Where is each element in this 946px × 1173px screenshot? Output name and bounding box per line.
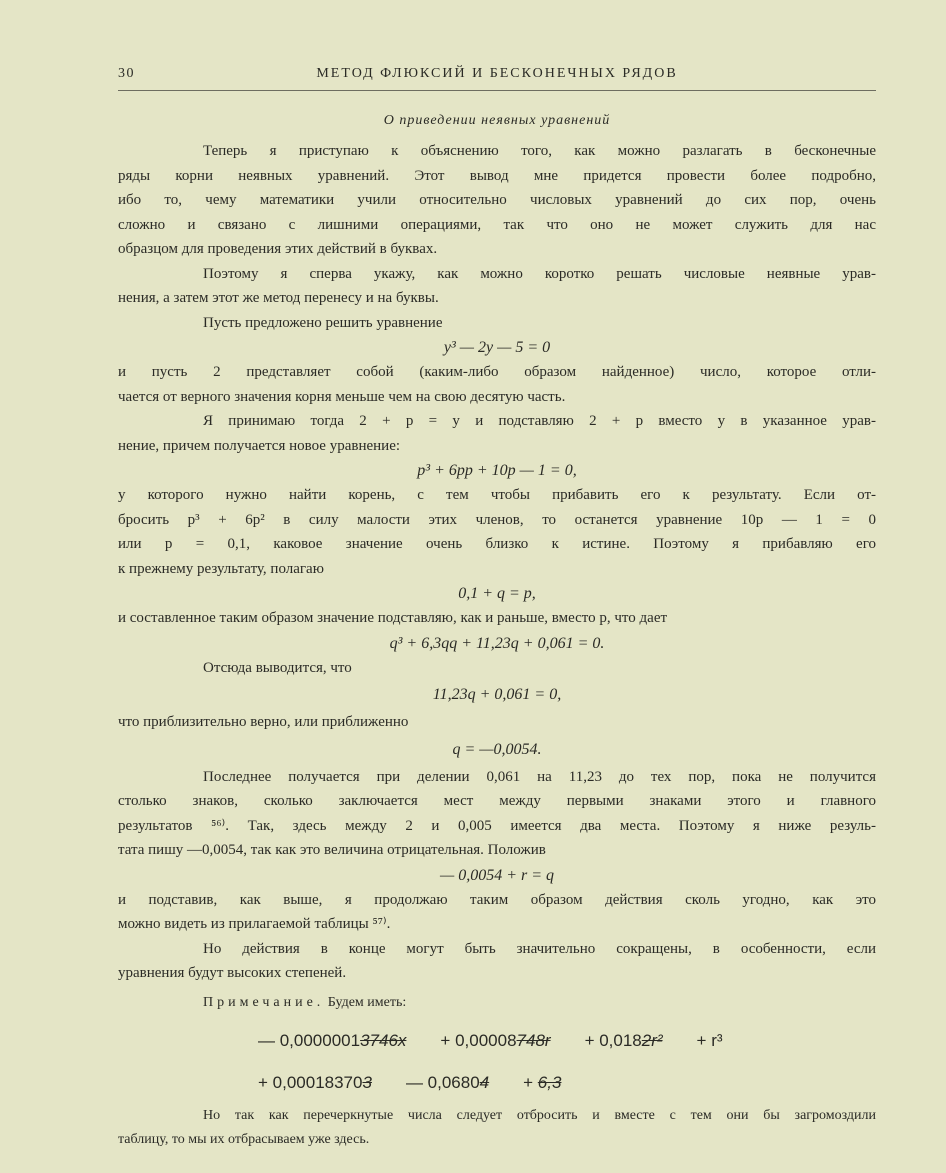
equation: p³ + 6pp + 10p — 1 = 0, <box>417 462 577 479</box>
paragraph-line: образцом для проведения этих действий в буквах. <box>118 241 438 257</box>
paragraph-line: столько знаков, сколько заключается мест между первыми знаками этого и главного <box>118 793 876 809</box>
running-title: МЕТОД ФЛЮКСИЙ И БЕСКОНЕЧНЫХ РЯДОВ <box>316 66 678 81</box>
paragraph-line: что приблизительно верно, или приближенно <box>118 714 409 730</box>
note-heading <box>118 986 876 1020</box>
paragraph-line: и составленное таким образом значение подставляю, как и раньше, вместо p, что дает <box>118 610 668 626</box>
body-text <box>118 139 876 986</box>
paragraph-line: Я принимаю тогда 2 + p = y и подставляю 2 + p вместо y в указанное урав- <box>203 413 876 429</box>
series-term <box>406 1073 489 1092</box>
paragraph-line: ряды корни неявных уравнений. Этот вывод мне придется провести более подробно, <box>118 167 876 184</box>
series-term <box>440 1031 550 1050</box>
term-value: — 0,0000001 <box>258 1030 361 1050</box>
equation: 11,23q + 0,061 = 0, <box>432 686 562 703</box>
term-value: — 0,0680 <box>405 1072 480 1092</box>
paragraph-line: нение, причем получается новое уравнение: <box>118 437 401 454</box>
term-value: + <box>523 1072 538 1092</box>
paragraph-line: и подставив, как выше, я продолжаю таким образом действия сколь угодно, как это <box>118 891 876 908</box>
paragraph-line: бросить p³ + 6p² в силу малости этих членов, то останется уравнение 10p — 1 = 0 <box>118 511 876 528</box>
equation: y³ — 2y — 5 = 0 <box>443 339 551 356</box>
paragraph-line: Пусть предложено решить уравнение <box>203 314 443 331</box>
paragraph-line: у которого нужно найти корень, с тем чтобы прибавить его к результату. Если от- <box>118 487 876 503</box>
paragraph-line: сложно и связано с лишними операциями, так что оно не может служить для нас <box>118 216 876 233</box>
paragraph-line: Теперь я приступаю к объяснению того, как можно разлагать в бесконечные <box>203 143 876 159</box>
series-term <box>258 1031 406 1050</box>
equation: q³ + 6,3qq + 11,23q + 0,061 = 0. <box>389 634 605 652</box>
paragraph-line: чается от верного значения корня меньше чем на свою десятую часть. <box>118 388 566 405</box>
paragraph-line: Но действия в конце могут быть значительно сокращены, в особенности, если <box>203 940 876 957</box>
struck-digits: 6,3 <box>537 1072 562 1092</box>
section-title: О приведении неявных уравнений <box>383 113 611 128</box>
note-closing-line: таблицу, то мы их отбрасываем уже здесь. <box>118 1132 370 1147</box>
paragraph-line: Поэтому я сперва укажу, как можно коротко решать числовые неявные урав- <box>203 265 876 282</box>
paragraph-line: Отсюда выводится, что <box>203 659 352 676</box>
paragraph-line: Последнее получается при делении 0,061 на 11,23 до тех пор, пока не получится <box>203 768 876 785</box>
paragraph-line: уравнения будут высоких степеней. <box>118 965 347 981</box>
term-value: + 0,00018370 <box>258 1072 363 1092</box>
equation: 0,1 + q = p, <box>458 585 536 602</box>
note-closing-line: Но так как перечеркнутые числа следует отбросить и вместе с тем они бы загромоздили <box>203 1107 876 1123</box>
term-value: + r³ <box>696 1030 723 1050</box>
struck-digits: 4 <box>479 1072 490 1092</box>
equation: — 0,0054 + r = q <box>439 866 555 884</box>
note-closing <box>118 1104 876 1153</box>
term-value: + 0,018 <box>584 1030 642 1050</box>
struck-digits: 748r <box>516 1030 551 1050</box>
paragraph-line: результатов ⁵⁶⁾. Так, здесь между 2 и 0,005 имеется два места. Поэтому я ниже резуль- <box>118 817 876 834</box>
equation: q = —0,0054. <box>452 740 542 758</box>
term-value: + 0,00008 <box>440 1030 517 1050</box>
series-term <box>697 1031 723 1050</box>
paragraph-line: тата пишу —0,0054, так как это величина отрицательная. Положив <box>118 842 546 858</box>
note-row <box>118 1020 876 1062</box>
paragraph-line: можно видеть из прилагаемой таблицы ⁵⁷⁾. <box>118 916 391 932</box>
note-text: Будем иметь: <box>327 994 407 1010</box>
paragraph-line: ибо то, чему математики учили относительно числовых уравнений до сих пор, очень <box>118 192 876 208</box>
book-page <box>118 62 876 1153</box>
struck-digits: 2r² <box>641 1030 663 1050</box>
paragraph-line: или p = 0,1, каковое значение очень близко к истине. Поэтому я прибавляю его <box>118 536 876 552</box>
series-term <box>258 1073 372 1092</box>
paragraph-line: нения, а затем этот же метод перенесу и на буквы. <box>118 290 439 306</box>
paragraph-line: к прежнему результату, полагаю <box>118 560 324 577</box>
series-term <box>585 1031 663 1050</box>
struck-digits: 3 <box>362 1072 372 1092</box>
running-header <box>118 62 876 86</box>
page-number: 30 <box>118 66 135 81</box>
note-row <box>118 1062 876 1104</box>
note-label: Примечание. <box>203 994 325 1010</box>
note-table <box>118 1020 876 1104</box>
header-rule <box>118 90 876 91</box>
paragraph-line: и пусть 2 представляет собой (каким-либо образом найденное) число, которое отли- <box>118 364 876 380</box>
series-term <box>523 1073 561 1092</box>
struck-digits: 3746x <box>360 1030 407 1050</box>
